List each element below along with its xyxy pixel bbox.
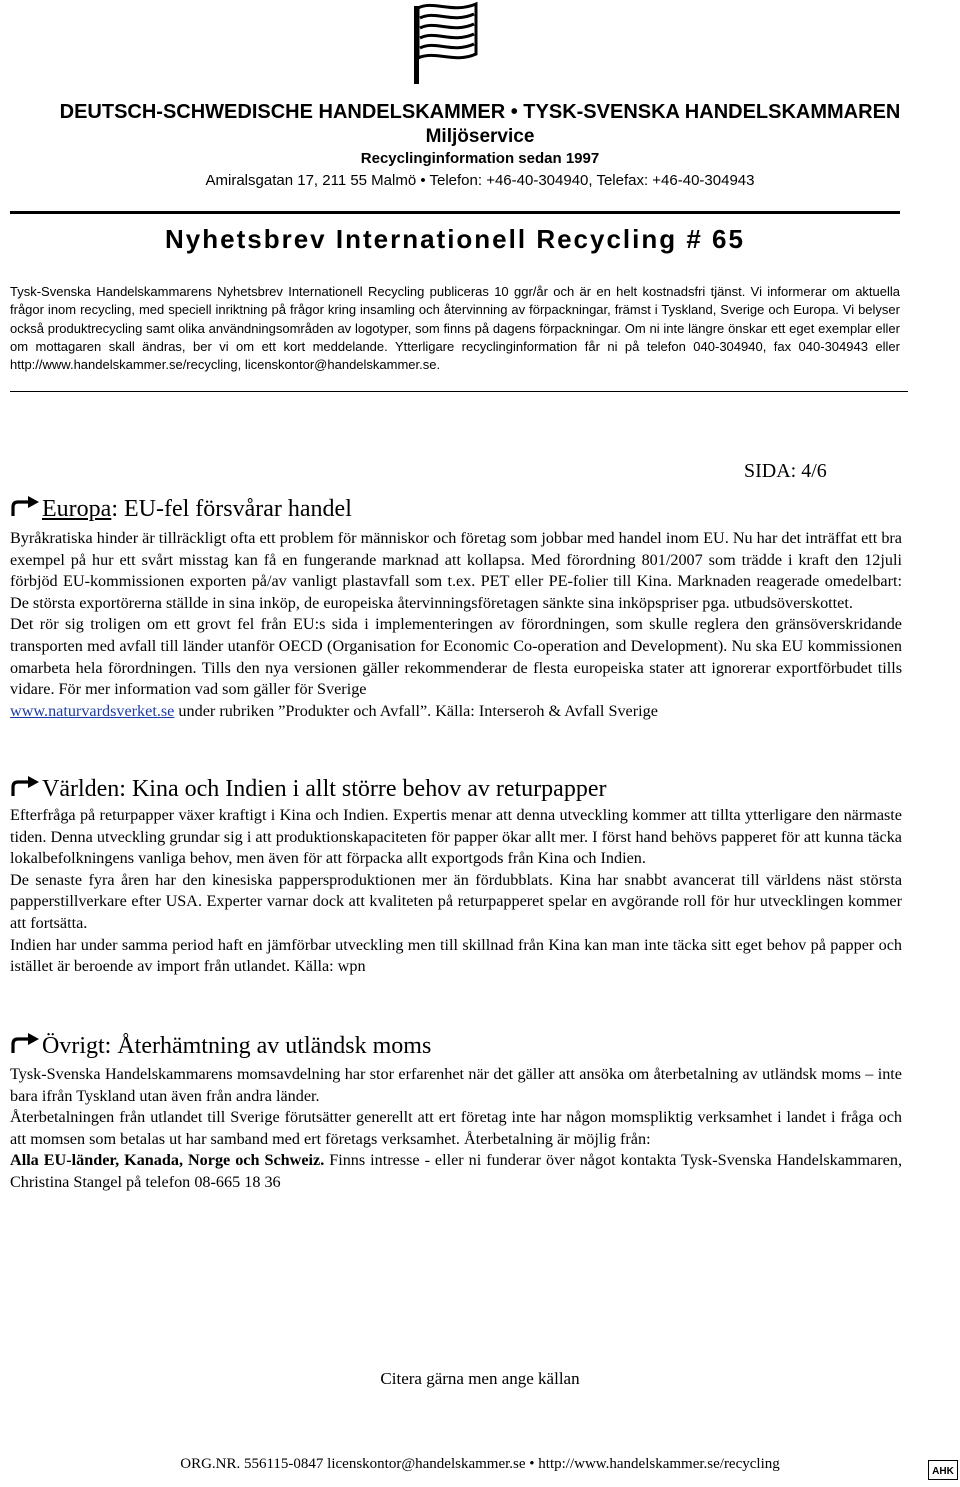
ahk-logo-icon	[928, 1460, 958, 1480]
paragraph-text: under rubriken ”Produkter och Avfall”. Källa: Interseroh & Avfall Sverige	[174, 701, 658, 720]
section-title: : EU-fel försvårar handel	[111, 496, 352, 522]
section-title: Världen: Kina och Indien i allt större behov av returpapper	[42, 776, 607, 802]
paragraph: De senaste fyra åren har den kinesiska pappersproduktionen mer än fördubblats. Kina har snabbt avancerat till världens näst största papperstillverkare efter USA. Experter varnar dock att kvaliteten på returpapperet spelar en avgörande roll för hur utvecklingen kommer att fortsätta.	[10, 870, 902, 932]
arrow-right-icon	[10, 496, 40, 518]
intro-text	[10, 283, 900, 374]
intro-divider	[10, 391, 908, 392]
arrow-right-icon	[10, 1033, 40, 1055]
page-number: SIDA: 4/6	[744, 460, 827, 482]
naturvardsverket-link[interactable]: www.naturvardsverket.se	[10, 701, 175, 720]
header-divider	[10, 211, 900, 214]
paragraph-text: Det rör sig troligen om ett grovt fel från EU:s sida i implementeringen av förordningen, som skulle reglera den gränsöverskridande transporten med avfall till länder utanför OECD (Organisation for Economic Co-operation and Development). Nu ska EU kommissionen omarbeta hela förordningen. Tills den nya versionen gäller rekommenderar de flesta europeiska stater att ignorerar exportförbudet tills vidare. För mer information vad som gäller för Sverige	[10, 615, 902, 699]
organization-name: DEUTSCH-SCHWEDISCHE HANDELSKAMMER • TYSK-SVENSKA HANDELSKAMMAREN	[59, 101, 901, 123]
paragraph: Tysk-Svenska Handelskammarens momsavdelning har stor erfarenhet när det gäller att ansöka om återbetalning av utländsk moms – inte bara ifrån Tyskland utan även från andra länder.	[10, 1065, 902, 1105]
footer-text: ORG.NR. 556115-0847 licenskontor@handelskammer.se • http://www.handelskammer.se/recycling	[180, 1456, 780, 1472]
newsletter-title: Nyhetsbrev Internationell Recycling # 65	[165, 224, 745, 254]
intro-contact: Ytterligare recyclinginformation får ni på telefon 040-304940, fax 040-304943 eller http://www.handelskammer.se/recycling, licenskontor@handelskammer.se.	[10, 338, 900, 373]
ahk-logo-text: AHK	[932, 1466, 954, 1477]
section-body-ovrigt	[10, 1064, 902, 1194]
section-body-varlden	[10, 805, 902, 978]
paragraph: Återbetalningen från utlandet till Sverige förutsätter generellt att ert företag inte har någon momspliktig verksamhet i landet i fråga och att momsen som betalas ut har samband med ert företags verksamhet. Återbetalning är möjlig från:	[10, 1108, 902, 1148]
section-body-europa	[10, 528, 902, 722]
contact-address: Amiralsgatan 17, 211 55 Malmö • Telefon: +46-40-304940, Telefax: +46-40-304943	[205, 172, 755, 189]
recycling-flag-icon	[404, 0, 486, 86]
paragraph-text: Finns intresse - eller ni funderar över något kontakta Tysk-Svenska Handelskammaren, Christina Stangel på telefon 08-665 18 36	[10, 1151, 902, 1191]
highlighted-countries: Alla EU-länder, Kanada, Norge och Schweiz.	[10, 1151, 325, 1170]
section-heading-varlden	[10, 774, 606, 804]
paragraph: Byråkratiska hinder är tillräckligt ofta ett problem för människor och företag som jobbar med handel inom EU. Nu har det inträffat ett bra exempel på hur ett svårt misstag kan få en fungerande marknad att kollapsa. Med förordning 801/2007 som trädde i kraft den 12juli förbjöd EU-kommissionen exporten på/av vanligt plastavfall som t.ex. PET eller PE-folier till Kina. Marknaden reagerade omedelbart: De största exportörerna ställde in sina inköp, de europeiska återvinningsföretagen sänkte sina inköpspriser pga. utbudsöverskottet.	[10, 529, 902, 612]
intro-unsubscribe: Om ni inte längre önskar ett eget exemplar eller om mottagaren skall ändras, ber vi om ett kort meddelande.	[10, 320, 900, 354]
intro-paragraph: Tysk-Svenska Handelskammarens Nyhetsbrev Internationell Recycling publiceras 10 ggr/år och är en helt kostnadsfri tjänst. Vi informerar om aktuella frågor inom recycling, med speciell inriktning på frågor kring insamling och återvinning av förpackningar, främst i Tyskland, Sverige och Europa. Vi belyser också produktrecycling samt olika användningsområden av logotyper, som finns på dagens förpackningar.	[10, 284, 900, 336]
paragraph: Efterfråga på returpapper växer kraftigt i Kina och Indien. Expertis menar att denna utveckling kommer att tillta ytterligare den närmaste tiden. Denna utveckling grundar sig i att produktionskapaciteten för papper ökar allt mer. I först hand behövs papperet för att kunna täcka lokalbefolkningens vanliga behov, men även för att förpacka allt exportgods från Kina och Indien.	[10, 806, 902, 868]
service-name: Miljöservice	[425, 126, 535, 147]
paragraph	[10, 1150, 902, 1193]
section-heading-ovrigt	[10, 1031, 431, 1061]
paragraph	[10, 614, 902, 722]
section-title: Övrigt: Återhämtning av utländsk moms	[42, 1033, 432, 1059]
service-since: Recyclinginformation sedan 1997	[360, 150, 600, 167]
paragraph: Indien har under samma period haft en jämförbar utveckling men till skillnad från Kina kan man inte täcka sitt eget behov på papper och istället är beroende av import från utlandet. Källa: wpn	[10, 935, 902, 976]
section-title-prefix: Europa	[42, 496, 112, 522]
citation-note: Citera gärna men ange källan	[380, 1369, 580, 1388]
arrow-right-icon	[10, 776, 40, 798]
section-heading-europa	[10, 494, 352, 524]
